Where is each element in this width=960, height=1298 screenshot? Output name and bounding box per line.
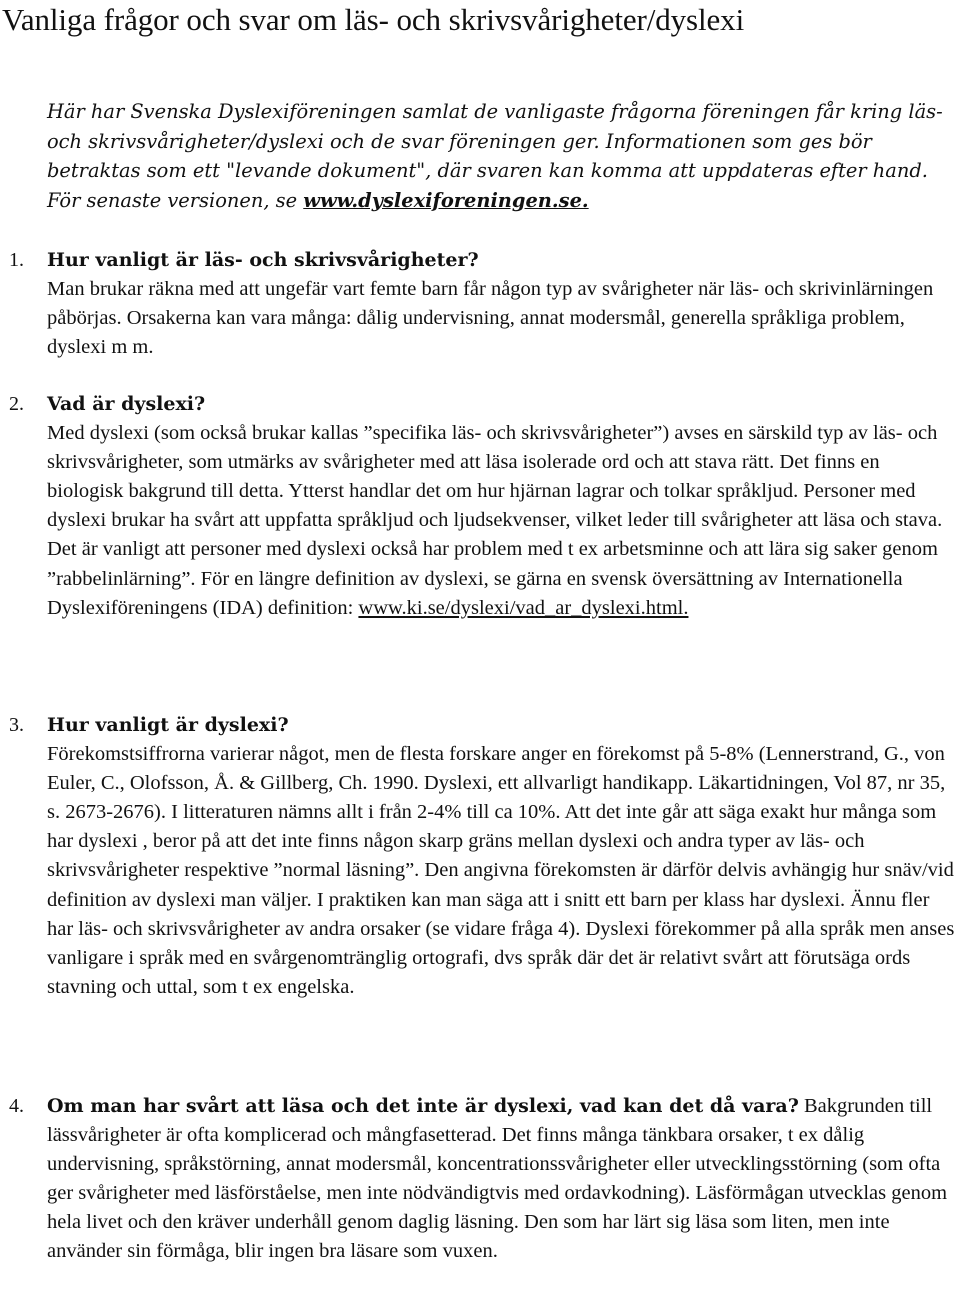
faq-section-3 [47, 711, 959, 1002]
question-heading: Om man har svårt att läsa och det inte är dyslexi, vad kan det då vara? [47, 1095, 799, 1117]
question-number: 4. [9, 1095, 24, 1117]
website-link[interactable]: www.dyslexiforeningen.se. [303, 188, 589, 212]
faq-section-4 [47, 1092, 959, 1267]
answer-text: Med dyslexi (som också brukar kallas ”specifika läs- och skrivsvårigheter”) avses en särskild typ av läs- och skrivsvårigheter, som utmärks av svårigheter med att läsa isolerade ord och att stava rätt. Det finns en biologisk bakgrund till detta. Ytterst handlar det om hur hjärnan lagrar och tolkar språkljud. Personer med dyslexi brukar ha svårt att uppfatta språkljud och ljudsekvenser, vilket leder till svårigheter att läsa och stava. Det är vanligt att personer med dyslexi också har problem med t ex arbetsminne och att lära sig saker genom ”rabbelinlärning”. För en längre definition av dyslexi, se gärna en svensk översättning av Internationella Dyslexiföreningens (IDA) definition: [47, 422, 943, 619]
faq-section-2 [47, 390, 959, 623]
answer-text: Förekomstsiffrorna varierar något, men de flesta forskare anger en förekomst på 5-8% (Lennerstrand, G., von Euler, C., Olofsson, Å. & Gillberg, Ch. 1990. Dyslexi, ett allvarligt handikapp. Läkartidningen, Vol 87, nr 35, s. 2673-2676). I litteraturen nämns allt i från 2-4% till ca 10%. Att det inte går att säga exakt hur många som har dyslexi , beror på att det inte finns någon skarp gräns mellan dyslexi och andra typer av läs- och skrivsvårigheter respektive ”normal läsning”. Den angivna förekomsten är därför delvis avhängig hur snäv/vid definition av dyslexi man väljer. I praktiken kan man säga att i snitt ett barn per klass har dyslexi. Ännu fler har läs- och skrivsvårigheter av andra orsaker (se vidare fråga 4). Dyslexi förekommer på alla språk men anses vanligare i språk med en svårgenomtränglig ortografi, dvs språk där det är relativt svårt att förutsäga ords stavning och uttal, som t ex engelska. [47, 743, 955, 998]
faq-section-1 [47, 246, 959, 362]
question-heading: Hur vanligt är läs- och skrivsvårigheter? [47, 249, 479, 271]
question-number: 2. [9, 393, 24, 415]
question-number: 1. [9, 249, 24, 271]
question-heading: Vad är dyslexi? [47, 393, 206, 415]
question-heading: Hur vanligt är dyslexi? [47, 714, 289, 736]
intro-text: Här har Svenska Dyslexiföreningen samlat de vanligaste frågorna föreningen får kring läs- och skrivsvårigheter/dyslexi och de svar föreningen ger. Informationen som ges bör betraktas som ett "levande dokument", där svaren kan komma att uppdateras efter hand. För senaste versionen, se [47, 100, 943, 212]
question-number: 3. [9, 714, 24, 736]
answer-text: Bakgrunden till lässvårigheter är ofta komplicerad och mångfasetterad. Det finns många tänkbara orsaker, t ex dålig undervisning, språkstörning, annat modersmål, koncentrationssvårigheter eller utvecklingsstörning (som ofta ger svårigheter med läsförståelse, men inte nödvändigtvis med ordavkodning). Läsförmågan utvecklas genom hela livet och den kräver underhåll genom daglig läsning. Den som har lärt sig läsa som liten, men inte använder sin förmåga, blir ingen bra läsare som vuxen. [47, 1095, 948, 1263]
answer-text: Man brukar räkna med att ungefär vart femte barn får någon typ av svårigheter när läs- och skrivinlärningen påbörjas. Orsakerna kan vara många: dålig undervisning, annat modersmål, generella språkliga problem, dyslexi m m. [47, 278, 934, 359]
document-title: Vanliga frågor och svar om läs- och skrivsvårigheter/dyslexi [2, 2, 745, 37]
ki-dyslexi-link[interactable]: www.ki.se/dyslexi/vad_ar_dyslexi.html. [358, 596, 689, 619]
intro-paragraph [47, 97, 952, 215]
